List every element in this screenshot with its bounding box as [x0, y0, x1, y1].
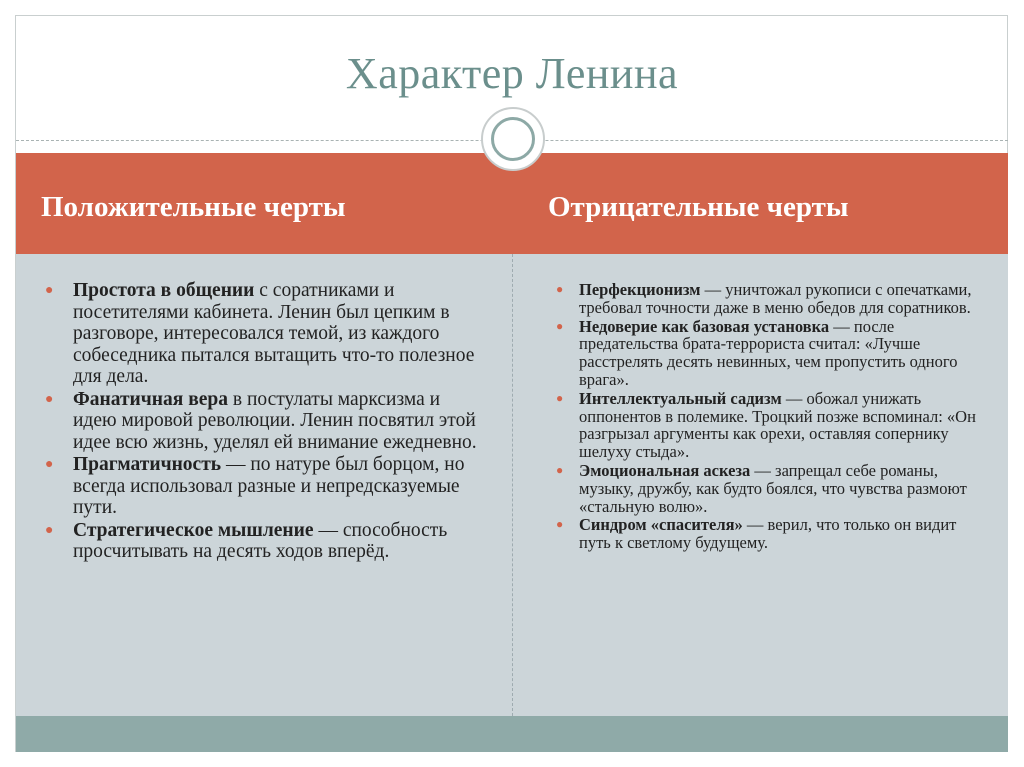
list-item [556, 281, 991, 317]
list-item [45, 280, 485, 388]
list-item [45, 520, 485, 563]
trait-term: Стратегическое мышление [73, 519, 314, 541]
bullet-icon: ● [45, 283, 54, 298]
trait-text: — обожал унижать оппонентов в полемике. Троцкий позже вспоминал: «Он разгрызал аргументы как орехи, оставляя сопернику шелуху стыда». [579, 388, 976, 462]
trait-text: — способность просчитывать на десять ходов вперёд. [73, 519, 448, 562]
ornament-circle-icon [491, 117, 535, 161]
trait-term: Синдром «спасителя» [579, 515, 743, 535]
trait-text: в постулаты марксизма и идею мировой революции. Ленин посвятил этой идее всю жизнь, уделял ей внимание ежедневно. [73, 388, 477, 453]
bullet-icon: ● [556, 462, 564, 477]
positive-heading: Положительные черты [41, 191, 346, 223]
trait-term: Простота в общении [73, 280, 255, 301]
trait-text: — верил, что только он видит путь к светлому будущему. [579, 515, 957, 553]
trait-term: Фанатичная вера [73, 388, 228, 410]
list-item [556, 516, 991, 552]
bullet-icon: ● [45, 522, 54, 538]
trait-text: — по натуре был борцом, но всегда использовал разные и непредсказуемые пути. [73, 454, 465, 518]
trait-text: — после предательства брата-террориста считал: «Лучше расстрелять десять невинных, чем пропустить одного врага». [579, 316, 958, 389]
bullet-icon: ● [556, 517, 564, 532]
trait-term: Эмоциональная аскеза [579, 460, 751, 480]
footer-band [16, 716, 1008, 752]
list-item [45, 389, 485, 454]
list-item [556, 390, 991, 461]
list-item [556, 318, 991, 389]
column-divider [512, 254, 513, 716]
bullet-icon: ● [45, 457, 54, 472]
trait-term: Интеллектуальный садизм [579, 388, 782, 408]
bullet-icon: ● [556, 318, 564, 333]
trait-text: — запрещал себе романы, музыку, дружбу, как будто боялся, что чувства размоют «стальную волю». [579, 460, 967, 516]
positive-traits-list [45, 280, 485, 564]
trait-term: Прагматичность [73, 454, 222, 475]
negative-heading: Отрицательные черты [548, 191, 849, 223]
negative-traits-list [556, 281, 991, 553]
trait-term: Перфекционизм [579, 280, 701, 299]
list-item [45, 454, 485, 519]
trait-text: с соратниками и посетителями кабинета. Ленин был цепким в разговоре, интересовался темой, из каждого собеседника пытался вытащить что-то полезное для дела. [73, 280, 475, 387]
bullet-icon: ● [556, 282, 564, 296]
bullet-icon: ● [556, 390, 564, 405]
trait-text: — уничтожал рукописи с опечатками, требовал точности даже в меню обедов для соратников. [579, 280, 972, 317]
list-item [556, 462, 991, 515]
bullet-icon: ● [45, 391, 54, 407]
slide-title: Характер Ленина [345, 49, 679, 98]
trait-term: Недоверие как базовая установка [579, 316, 830, 336]
